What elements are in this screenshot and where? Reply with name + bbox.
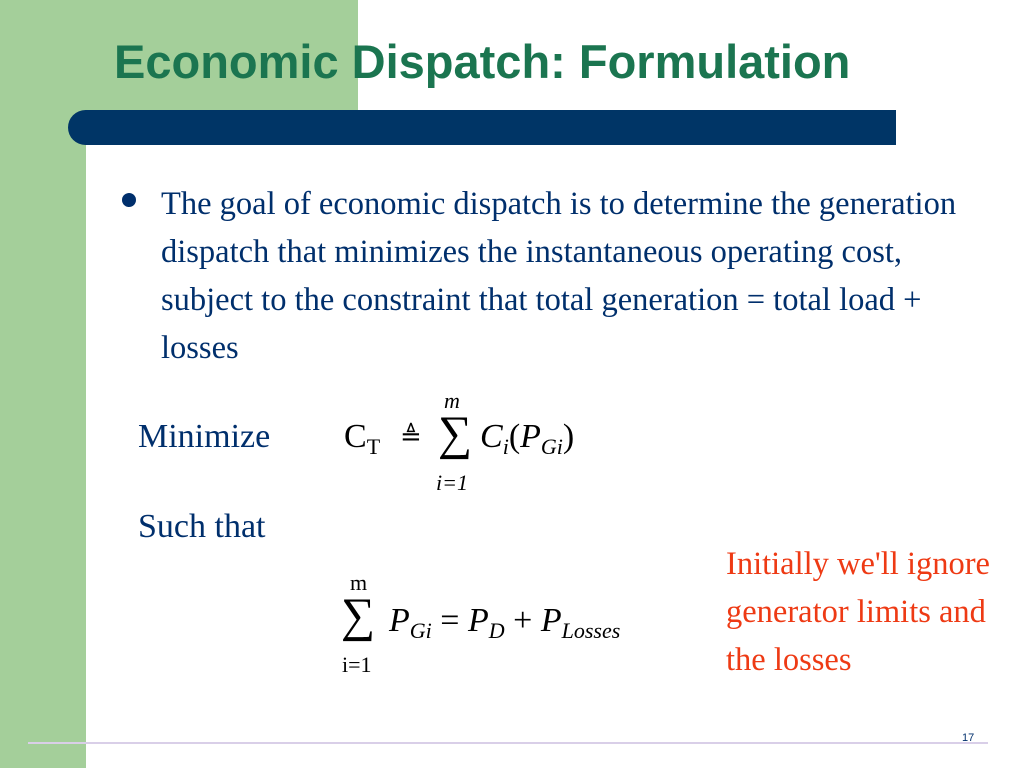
bullet-text: The goal of economic dispatch is to determine the generation dispatch that minimizes the instantaneous operating cost, subject to the constraint that total generation = total load + losses (161, 186, 957, 366)
demand-subscript: D (488, 618, 505, 643)
side-note: Initially we'll ignore generator limits and the losses (726, 546, 990, 678)
losses-letter: P (540, 602, 562, 639)
total-cost-symbol (344, 420, 380, 458)
page-number: 17 (962, 732, 975, 744)
footer-divider (28, 742, 988, 744)
open-paren: ( (508, 418, 521, 455)
definition-symbol: ≜ (400, 422, 422, 451)
minimize-label: Minimize (138, 418, 271, 455)
cost-function-letter: C (480, 418, 503, 455)
close-paren: ) (562, 418, 575, 455)
constraint-summation-icon: ∑ (341, 589, 376, 642)
slide-title: Economic Dispatch: Formulation (114, 35, 851, 88)
title-underline-bar (68, 110, 896, 145)
gen-power-letter: P (520, 418, 541, 455)
total-cost-subscript: T (366, 434, 381, 459)
equals-sign: = (440, 602, 460, 639)
such-that-label: Such that (138, 508, 266, 545)
gen-power-subscript: Gi (409, 618, 432, 643)
gen-power-subscript: Gi (540, 434, 563, 459)
total-cost-letter: C (344, 418, 367, 455)
constraint-sum-upper: m (350, 570, 368, 595)
power-balance-equation (389, 604, 620, 642)
cost-function-expression (480, 420, 574, 458)
plus-sign: + (513, 602, 533, 639)
gen-power-letter: P (389, 602, 410, 639)
cost-function-subscript: i (502, 434, 509, 459)
bullet-dot-icon (122, 193, 136, 207)
objective-sum-upper: m (444, 388, 460, 413)
constraint-sum-lower: i=1 (342, 652, 372, 677)
demand-letter: P (467, 602, 489, 639)
objective-summation-icon: ∑ (438, 407, 473, 460)
losses-subscript: Losses (561, 618, 621, 643)
objective-sum-lower: i=1 (436, 470, 468, 495)
